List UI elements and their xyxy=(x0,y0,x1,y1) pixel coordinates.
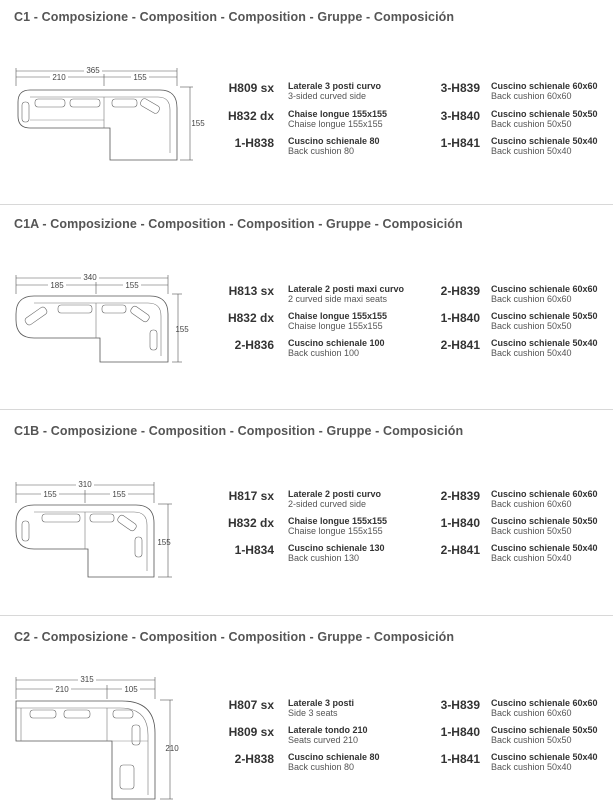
item-code: 1-H840 xyxy=(440,516,480,530)
section-divider xyxy=(0,615,613,616)
desc-it: Cuscino schienale 50x50 xyxy=(491,311,598,321)
item-code: H809 sx xyxy=(228,725,274,739)
desc-it: Cuscino schienale 60x60 xyxy=(491,284,598,294)
desc-en: Chaise longue 155x155 xyxy=(288,119,383,129)
desc-it: Cuscino schienale 80 xyxy=(288,136,380,146)
desc-it: Cuscino schienale 50x50 xyxy=(491,516,598,526)
item-code: H832 dx xyxy=(227,516,274,530)
desc-it: Laterale 3 posti xyxy=(288,698,355,708)
sofa-diagram-c2 xyxy=(0,673,205,800)
item-code: H832 dx xyxy=(227,109,274,123)
item-code: 2-H839 xyxy=(440,489,480,503)
desc-en: Back cushion 80 xyxy=(288,762,355,772)
item-description xyxy=(288,543,385,563)
item-code: 2-H839 xyxy=(440,284,480,298)
section-c1b xyxy=(0,413,613,613)
item-description xyxy=(491,543,598,563)
dim-depth: 155 xyxy=(157,538,171,547)
item-code: 3-H839 xyxy=(440,81,480,95)
desc-it: Cuscino schienale 60x60 xyxy=(491,698,598,708)
desc-it: Cuscino schienale 100 xyxy=(288,338,385,348)
desc-en: Back cushion 50x40 xyxy=(491,553,572,563)
dim-total: 310 xyxy=(78,480,92,489)
item-description xyxy=(491,725,598,745)
section-divider xyxy=(0,204,613,205)
section-c1 xyxy=(0,0,613,210)
desc-it: Cuscino schienale 60x60 xyxy=(491,489,598,499)
item-code: 1-H841 xyxy=(440,136,480,150)
desc-it: Cuscino schienale 50x40 xyxy=(491,136,598,146)
dim-left: 185 xyxy=(50,281,64,290)
desc-en: Chaise longue 155x155 xyxy=(288,321,383,331)
item-description xyxy=(491,136,598,156)
section-title: C2 - Composizione - Composition - Composition - Gruppe - Composición xyxy=(14,630,455,644)
dim-depth: 210 xyxy=(165,744,179,753)
item-description xyxy=(288,284,404,304)
item-description xyxy=(288,136,380,156)
dim-depth: 155 xyxy=(191,119,205,128)
item-code: 2-H841 xyxy=(440,338,480,352)
item-description xyxy=(491,311,598,331)
desc-it: Cuscino schienale 50x40 xyxy=(491,338,598,348)
item-code: 2-H838 xyxy=(234,752,274,766)
dim-depth: 155 xyxy=(175,325,189,334)
item-code: 3-H839 xyxy=(440,698,480,712)
desc-it: Cuscino schienale 50x50 xyxy=(491,725,598,735)
item-description xyxy=(491,338,598,358)
item-code: H832 dx xyxy=(227,311,274,325)
desc-en: Back cushion 50x40 xyxy=(491,762,572,772)
desc-en: Back cushion 80 xyxy=(288,146,355,156)
item-code: 1-H840 xyxy=(440,725,480,739)
section-divider xyxy=(0,409,613,410)
dim-total: 340 xyxy=(83,273,97,282)
sofa-diagram-c1 xyxy=(0,60,205,170)
desc-it: Cuscino schienale 50x40 xyxy=(491,543,598,553)
item-description xyxy=(491,489,598,509)
item-code: 1-H838 xyxy=(234,136,274,150)
desc-en: Back cushion 50x40 xyxy=(491,146,572,156)
item-description xyxy=(288,698,354,718)
item-code: 1-H834 xyxy=(234,543,274,557)
item-code: 2-H836 xyxy=(234,338,274,352)
item-code: H813 sx xyxy=(228,284,274,298)
desc-en: Back cushion 50x40 xyxy=(491,348,572,358)
desc-en: Back cushion 60x60 xyxy=(491,91,572,101)
desc-en: 2-sided curved side xyxy=(288,499,367,509)
desc-it: Chaise longue 155x155 xyxy=(288,109,388,119)
section-title: C1B - Composizione - Composition - Composition - Gruppe - Composición xyxy=(14,424,464,438)
dim-right: 155 xyxy=(125,281,139,290)
desc-en: Back cushion 50x50 xyxy=(491,526,572,536)
section-title: C1 - Composizione - Composition - Composition - Gruppe - Composición xyxy=(14,10,455,24)
desc-en: 2 curved side maxi seats xyxy=(288,294,388,304)
item-description xyxy=(491,698,598,718)
desc-en: Seats curved 210 xyxy=(288,735,359,745)
item-description xyxy=(491,752,598,772)
item-code: H809 sx xyxy=(228,81,274,95)
item-description xyxy=(491,81,598,101)
item-description xyxy=(288,752,380,772)
desc-en: Side 3 seats xyxy=(288,708,338,718)
item-description xyxy=(491,284,598,304)
item-description xyxy=(288,81,381,101)
dim-left: 155 xyxy=(43,490,57,499)
dim-right: 155 xyxy=(112,490,126,499)
desc-it: Chaise longue 155x155 xyxy=(288,311,388,321)
desc-en: Back cushion 60x60 xyxy=(491,499,572,509)
item-description xyxy=(491,516,598,536)
desc-it: Laterale 3 posti curvo xyxy=(288,81,382,91)
item-description xyxy=(288,516,387,536)
desc-en: Back cushion 60x60 xyxy=(491,294,572,304)
desc-it: Laterale 2 posti curvo xyxy=(288,489,382,499)
item-code: H817 sx xyxy=(228,489,274,503)
section-c1a xyxy=(0,207,613,407)
dim-left: 210 xyxy=(55,685,69,694)
item-description xyxy=(288,489,381,509)
section-title: C1A - Composizione - Composition - Composition - Gruppe - Composición xyxy=(14,217,463,231)
item-code: 1-H840 xyxy=(440,311,480,325)
dim-right: 155 xyxy=(133,73,147,82)
item-description xyxy=(491,109,598,129)
desc-it: Cuscino schienale 130 xyxy=(288,543,385,553)
desc-it: Cuscino schienale 50x40 xyxy=(491,752,598,762)
desc-it: Cuscino schienale 80 xyxy=(288,752,380,762)
sofa-diagram-c1a xyxy=(0,270,205,370)
item-code: 2-H841 xyxy=(440,543,480,557)
desc-en: Back cushion 130 xyxy=(288,553,360,563)
item-description xyxy=(288,109,387,129)
section-c2 xyxy=(0,619,613,800)
item-code: 1-H841 xyxy=(440,752,480,766)
desc-en: Chaise longue 155x155 xyxy=(288,526,383,536)
item-code: H807 sx xyxy=(228,698,274,712)
desc-en: Back cushion 50x50 xyxy=(491,321,572,331)
desc-it: Laterale tondo 210 xyxy=(288,725,368,735)
item-description xyxy=(288,311,387,331)
desc-it: Laterale 2 posti maxi curvo xyxy=(288,284,405,294)
sofa-diagram-c1b xyxy=(0,477,205,587)
desc-en: Back cushion 60x60 xyxy=(491,708,572,718)
item-code: 3-H840 xyxy=(440,109,480,123)
desc-it: Cuscino schienale 50x50 xyxy=(491,109,598,119)
dim-total: 315 xyxy=(80,675,94,684)
desc-it: Chaise longue 155x155 xyxy=(288,516,388,526)
desc-en: Back cushion 100 xyxy=(288,348,360,358)
item-description xyxy=(288,725,368,745)
desc-en: Back cushion 50x50 xyxy=(491,119,572,129)
dim-left: 210 xyxy=(52,73,66,82)
desc-it: Cuscino schienale 60x60 xyxy=(491,81,598,91)
dim-total: 365 xyxy=(86,66,100,75)
desc-en: Back cushion 50x50 xyxy=(491,735,572,745)
desc-en: 3-sided curved side xyxy=(288,91,367,101)
item-description xyxy=(288,338,385,358)
dim-right: 105 xyxy=(124,685,138,694)
